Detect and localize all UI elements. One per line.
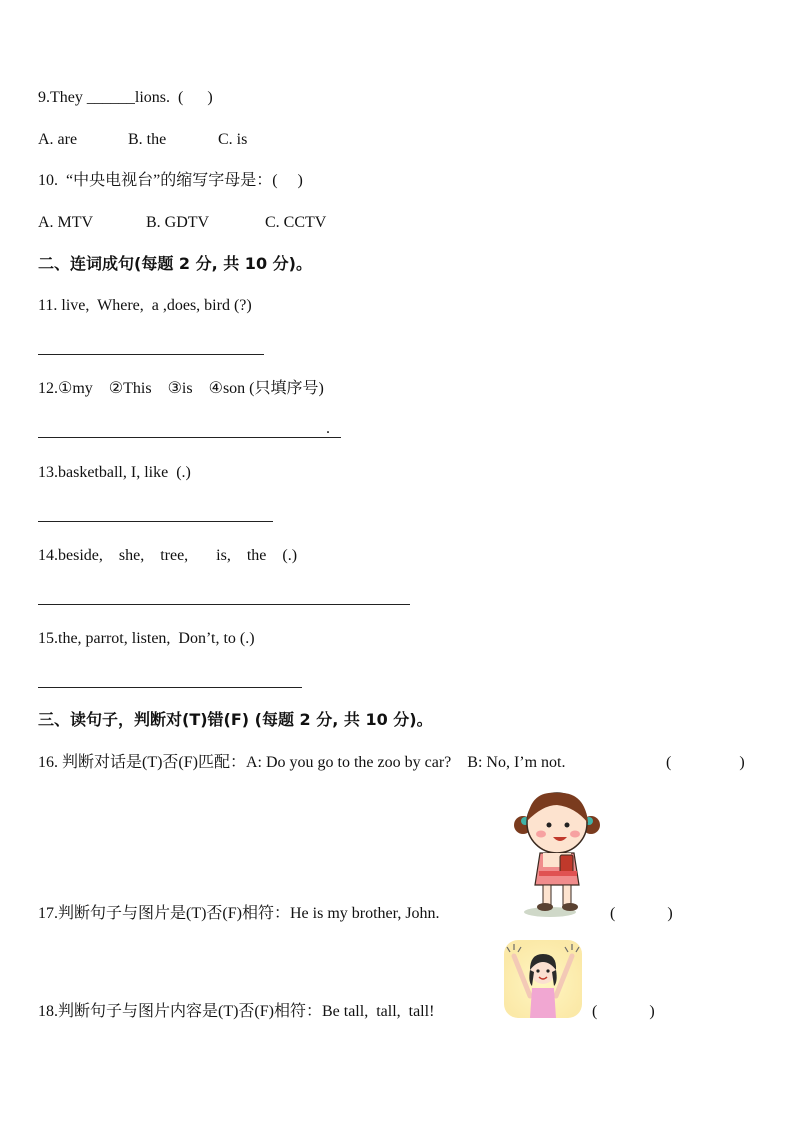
question-16: 16. 判断对话是(T)否(F)匹配：A: Do you go to the zoo by car? B: No, I’m not.: [38, 754, 566, 771]
q10-option-a: A. MTV: [38, 214, 94, 231]
q11-answer-line[interactable]: [38, 354, 264, 355]
q12-end-dot: .: [326, 420, 330, 437]
question-11: 11. live, Where, a ,does, bird (?): [38, 297, 252, 314]
q12-answer-line[interactable]: [38, 437, 341, 438]
q9-option-b: B. the: [128, 131, 167, 148]
q9-option-a: A. are: [38, 131, 78, 148]
section-2-title: 二、连词成句(每题 2 分, 共 10 分)。: [38, 254, 312, 273]
q9-option-c: C. is: [218, 131, 248, 148]
q14-answer-line[interactable]: [38, 604, 410, 605]
q16-answer-paren[interactable]: ( ): [666, 754, 745, 771]
q18-answer-paren[interactable]: ( ): [592, 1003, 655, 1020]
q10-option-b: B. GDTV: [146, 214, 210, 231]
question-9: 9.They ______lions. ( ): [38, 89, 213, 106]
q13-answer-line[interactable]: [38, 521, 273, 522]
girl-holding-cup-illustration: [505, 785, 605, 920]
q15-answer-line[interactable]: [38, 687, 302, 688]
girl-arms-raised-illustration: [500, 936, 585, 1020]
q10-option-c: C. CCTV: [265, 214, 327, 231]
question-14: 14.beside, she, tree, is, the (.): [38, 547, 298, 564]
question-18: 18.判断句子与图片内容是(T)否(F)相符：Be tall, tall, tall!: [38, 1003, 435, 1020]
q17-answer-paren[interactable]: ( ): [610, 905, 673, 922]
question-17: 17.判断句子与图片是(T)否(F)相符：He is my brother, John.: [38, 905, 440, 922]
section-3-title: 三、读句子，判断对(T)错(F) (每题 2 分, 共 10 分)。: [38, 710, 433, 729]
question-10: 10. “中央电视台”的缩写字母是：( ): [38, 172, 303, 189]
question-15: 15.the, parrot, listen, Don’t, to (.): [38, 630, 255, 647]
question-12: 12.①my ②This ③is ④son (只填序号): [38, 380, 324, 397]
question-13: 13.basketball, I, like (.): [38, 464, 191, 481]
